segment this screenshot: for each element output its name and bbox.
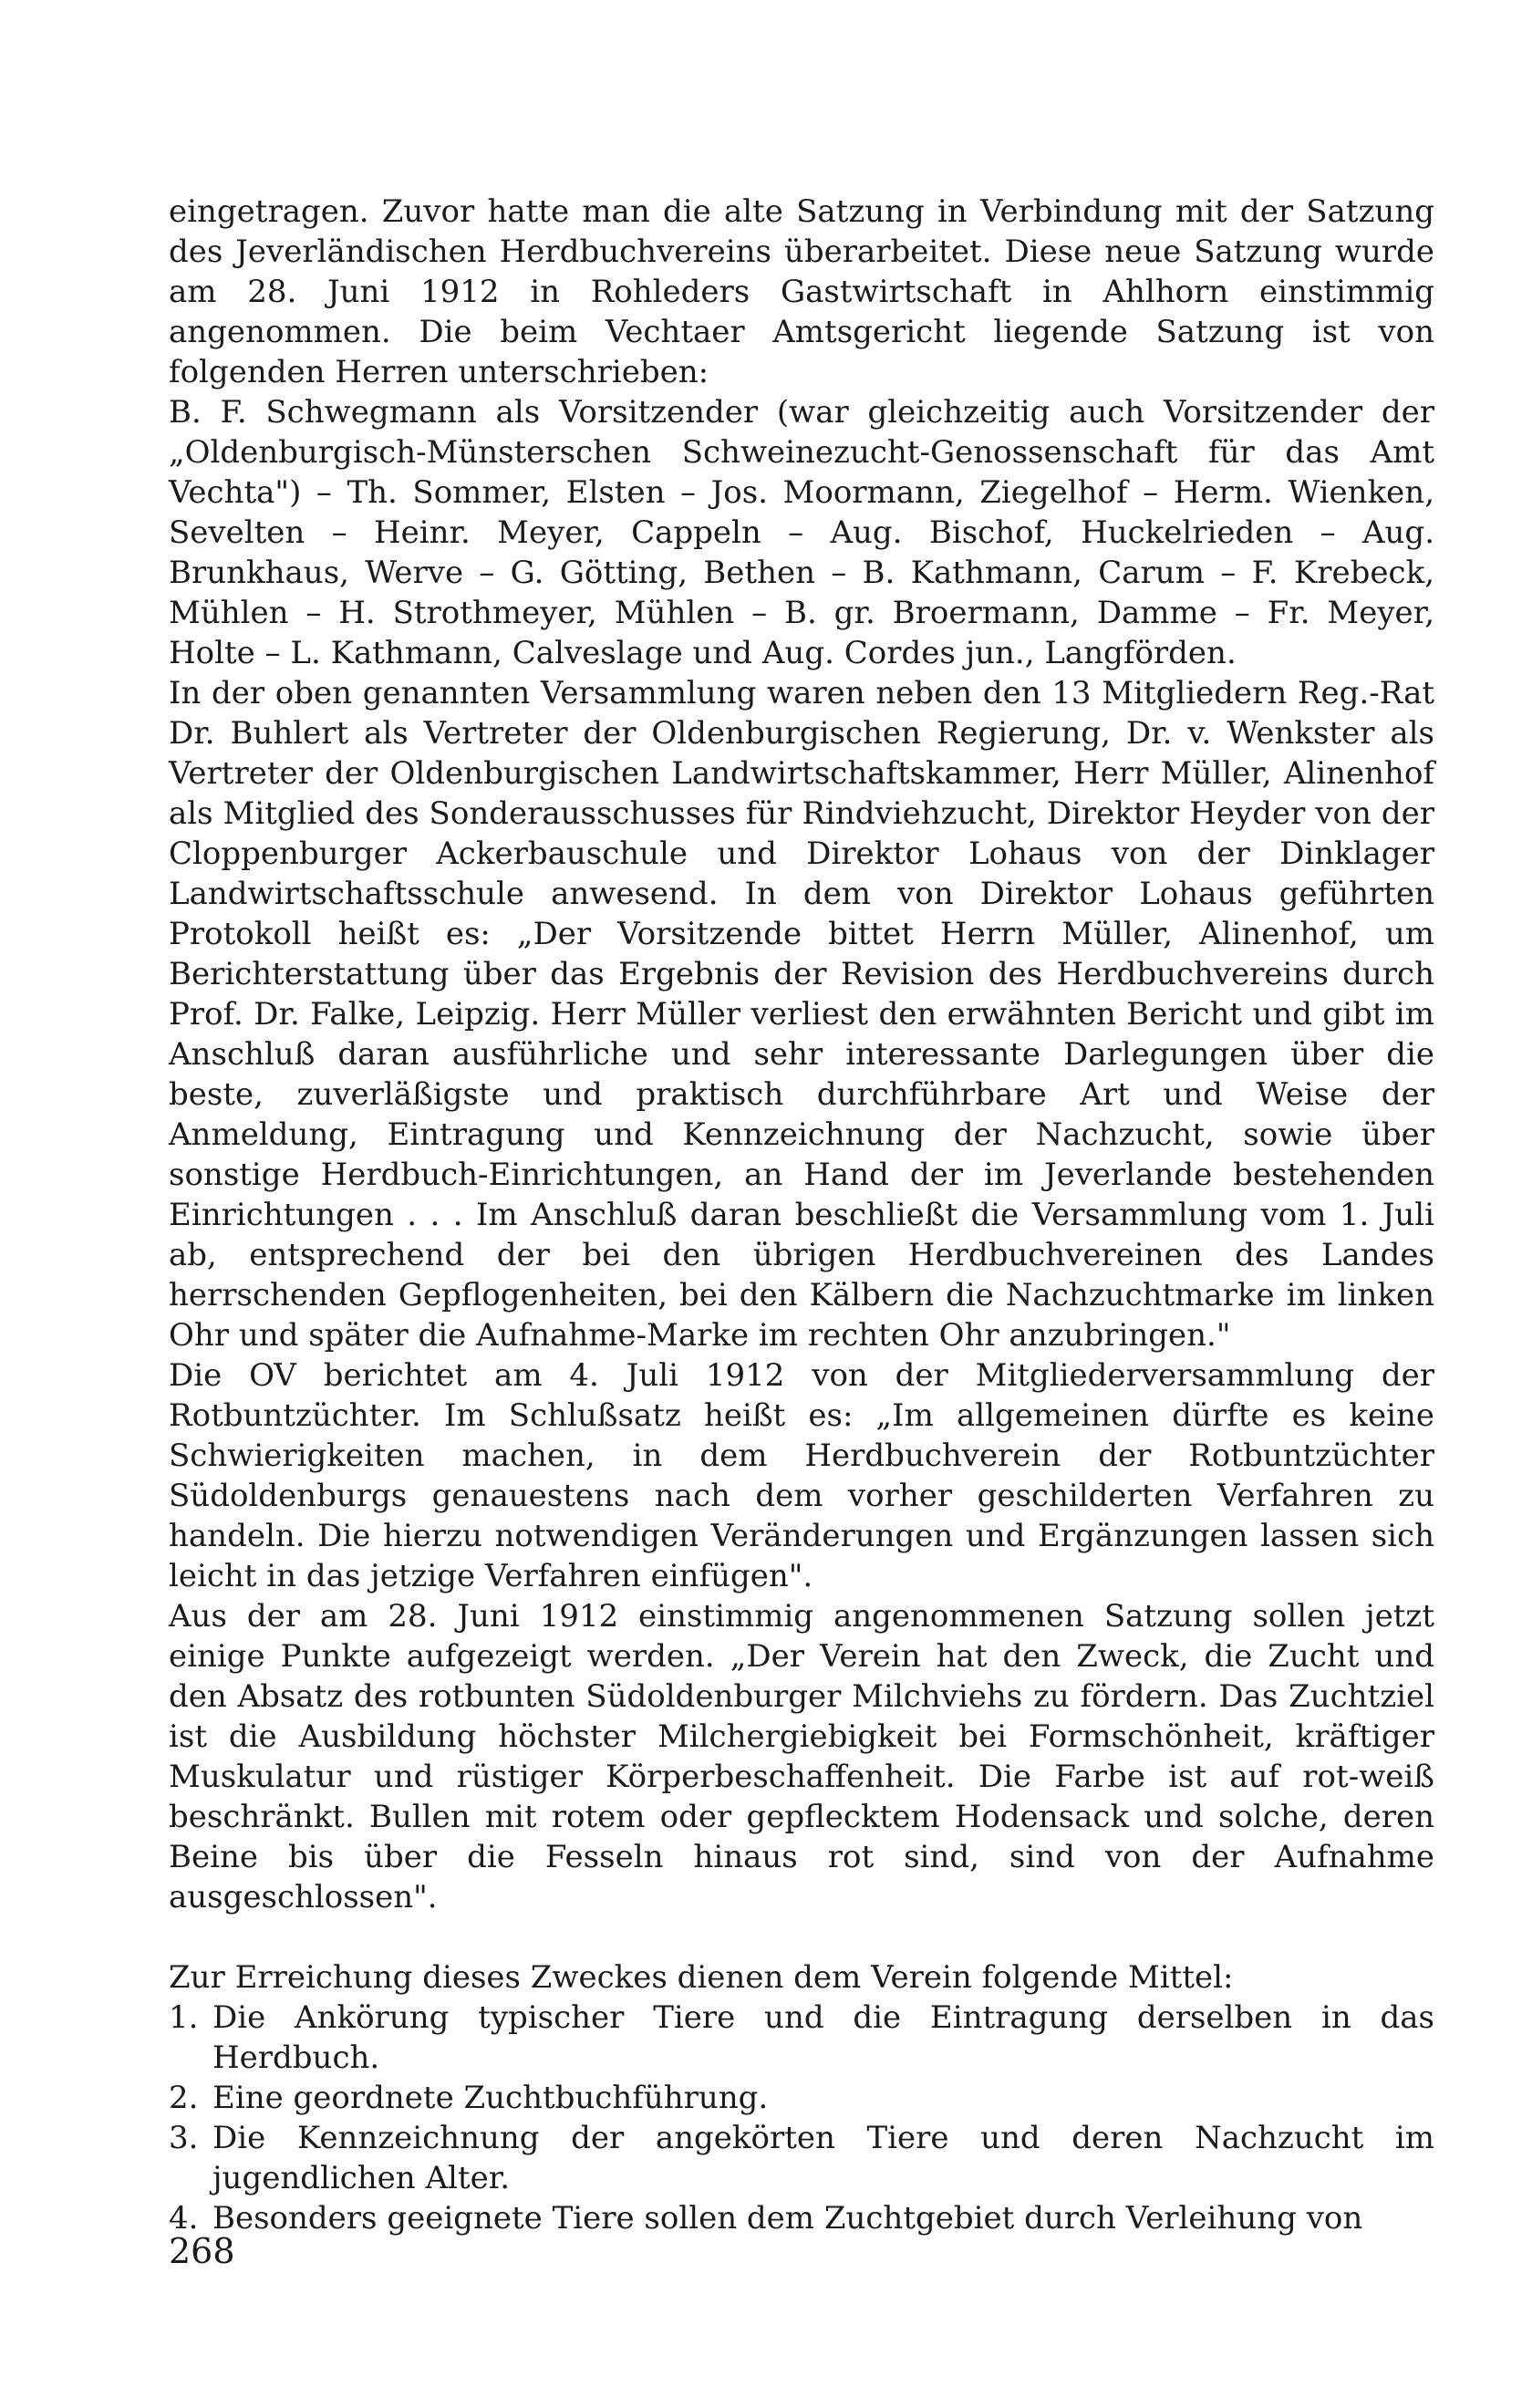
list-item-text: Besonders geeignete Tiere sollen dem Zuchtgebiet durch Verleihung von [212, 2200, 1363, 2237]
paragraph-spacer [169, 1917, 1434, 1957]
document-page [169, 192, 1434, 2238]
list-item-number: 1. [169, 1999, 199, 2036]
list-item [169, 2118, 1434, 2198]
list-item [169, 1998, 1434, 2078]
page-number: 268 [169, 2231, 235, 2271]
list-intro: Zur Erreichung dieses Zweckes dienen dem Verein folgende Mittel: [169, 1959, 1234, 1996]
list-item [169, 2198, 1434, 2238]
list-item-number: 3. [169, 2120, 199, 2156]
list-item-number: 2. [169, 2080, 199, 2116]
paragraph-versammlung: In der oben genannten Versammlung waren neben den 13 Mitgliedern Reg.-Rat Dr. Buhlert als Vertreter der Oldenburgischen Regierung, Dr. v. Wenkster als Vertreter der Oldenburgischen Landwirtschaftskammer, Herr Müller, Alinenhof als Mitglied des Sonderausschusses für Rindviehzucht, Direktor Heyder von der Cloppenburger Ackerbauschule und Direktor Lohaus von der Dinklager Landwirtschaftsschule anwesend. In dem von Direktor Lohaus geführten Protokoll heißt es: „Der Vorsitzende bittet Herrn Müller, Alinenhof, um Berichterstattung über das Ergebnis der Revision des Herdbuchvereins durch Prof. Dr. Falke, Leipzig. Herr Müller verliest den erwähnten Bericht und gibt im Anschluß daran ausführliche und sehr interessante Darlegungen über die beste, zuverläßigste und praktisch durchführbare Art und Weise der Anmeldung, Eintragung und Kennzeichnung der Nachzucht, sowie über sonstige Herdbuch-Einrichtungen, an Hand der im Jeverlande bestehenden Einrichtungen . . . Im Anschluß daran beschließt die Versammlung vom 1. Juli ab, entsprechend der bei den übrigen Herdbuchvereinen des Landes herrschenden Gepflogenheiten, bei den Kälbern die Nachzuchtmarke im linken Ohr und später die Aufnahme-Marke im rechten Ohr anzubringen." [169, 675, 1434, 1354]
list-item-text: Die Kennzeichnung der angekörten Tiere und deren Nachzucht im jugendlichen Alter. [212, 2120, 1434, 2196]
list-item-text: Die Ankörung typischer Tiere und die Eintragung derselben in das Herdbuch. [212, 1999, 1434, 2076]
means-list [169, 1998, 1434, 2238]
paragraph-zuchtziel: Aus der am 28. Juni 1912 einstimmig angenommenen Satzung sollen jetzt einige Punkte aufgezeigt werden. „Der Verein hat den Zweck, die Zucht und den Absatz des rotbunten Südoldenburger Milchviehs zu fördern. Das Zuchtziel ist die Ausbildung höchster Milchergiebigkeit bei Formschönheit, kräftiger Muskulatur und rüstiger Körperbeschaffenheit. Die Farbe ist auf rot-weiß beschränkt. Bullen mit rotem oder gepflecktem Hodensack und solche, deren Beine bis über die Fesseln hinaus rot sind, sind von der Aufnahme ausgeschlossen". [169, 1598, 1434, 1915]
paragraph-signatories: B. F. Schwegmann als Vorsitzender (war gleichzeitig auch Vorsitzender der „Oldenburgisch-Münsterschen Schweinezucht-Genossenschaft für das Amt Vechta") – Th. Sommer, Elsten – Jos. Moormann, Ziegelhof – Herm. Wienken, Sevelten – Heinr. Meyer, Cappeln – Aug. Bischof, Huckelrieden – Aug. Brunkhaus, Werve – G. Götting, Bethen – B. Kathmann, Carum – F. Krebeck, Mühlen – H. Strothmeyer, Mühlen – B. gr. Broermann, Damme – Fr. Meyer, Holte – L. Kathmann, Calveslage und Aug. Cordes jun., Langförden. [169, 394, 1434, 671]
paragraph-satzung: eingetragen. Zuvor hatte man die alte Satzung in Verbindung mit der Satzung des Jeverländischen Herdbuchvereins überarbeitet. Diese neue Satzung wurde am 28. Juni 1912 in Rohleders Gastwirtschaft in Ahlhorn einstimmig angenommen. Die beim Vechtaer Amtsgericht liegende Satzung ist von folgenden Herren unterschrieben: [169, 193, 1434, 390]
list-item-number: 4. [169, 2200, 199, 2237]
paragraph-ov-bericht: Die OV berichtet am 4. Juli 1912 von der Mitgliederversammlung der Rotbuntzüchter. Im Schlußsatz heißt es: „Im allgemeinen dürfte es keine Schwierigkeiten machen, in dem Herdbuchverein der Rotbuntzüchter Südoldenburgs genauestens nach dem vorher geschilderten Verfahren zu handeln. Die hierzu notwendigen Veränderungen und Ergänzungen lassen sich leicht in das jetzige Verfahren einfügen". [169, 1357, 1434, 1594]
list-item-text: Eine geordnete Zuchtbuchführung. [212, 2080, 769, 2116]
list-item [169, 2078, 1434, 2118]
